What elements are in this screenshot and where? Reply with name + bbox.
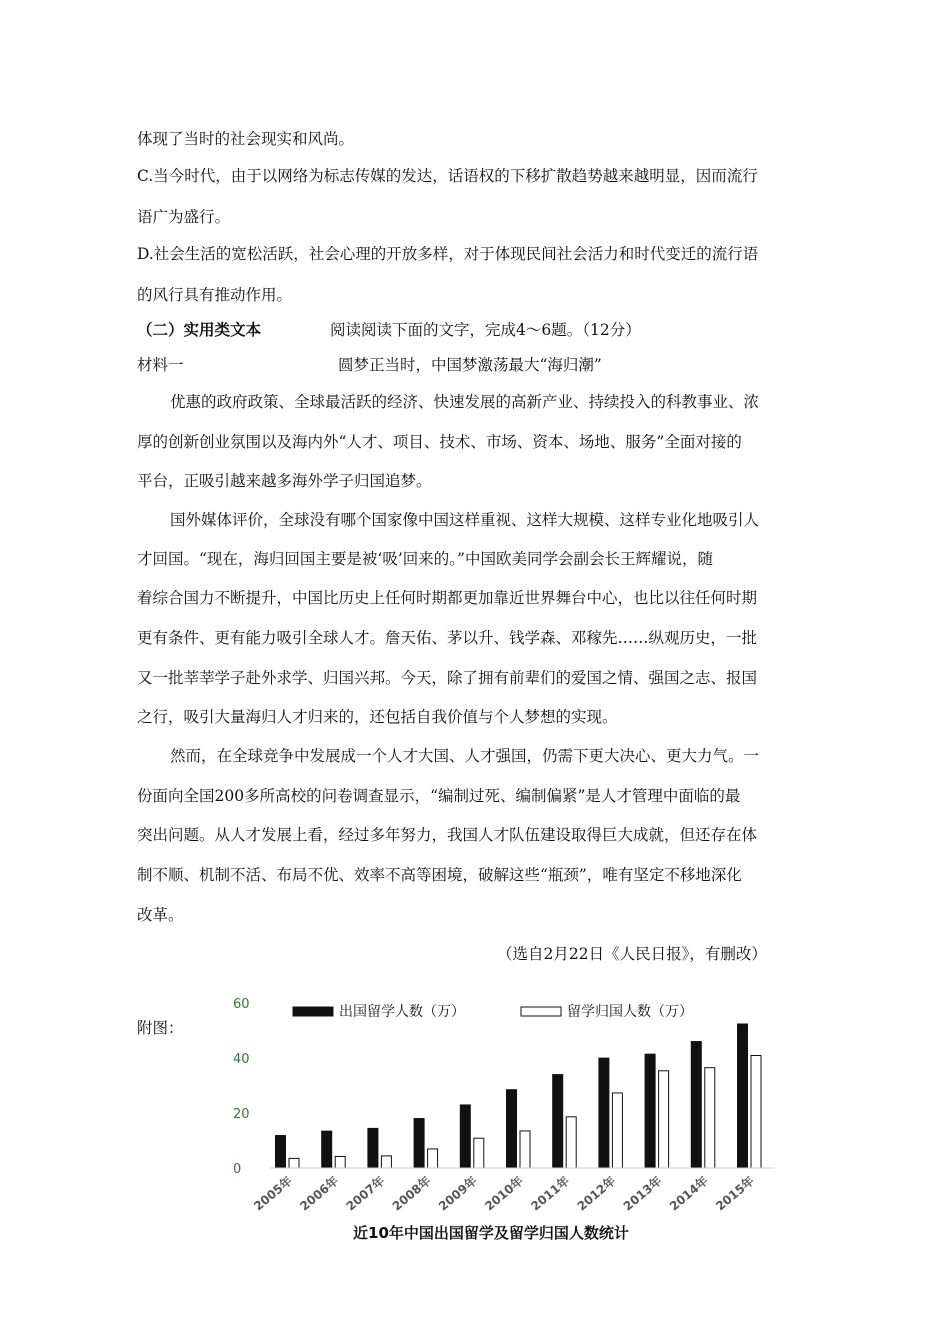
body-line: 平台，正吸引越来越多海外学子归国追梦。 <box>137 472 432 490</box>
bar-outbound <box>691 1042 701 1168</box>
legend-label-outbound: 出国留学人数（万） <box>339 1004 465 1020</box>
body-line: 制不顺、机制不活、布局不优、效率不高等困境，破解这些“瓶颈”，唯有坚定不移地深化 <box>137 866 742 884</box>
text-line: 语广为盛行。 <box>137 208 231 226</box>
body-line: 然而，在全球竞争中发展成一个人才大国、人才强国，仍需下更大决心、更大力气。一 <box>170 747 760 765</box>
text-line: 体现了当时的社会现实和风尚。 <box>137 130 355 148</box>
x-tick-label: 2013年 <box>620 1173 665 1214</box>
section-instruction: 阅读阅读下面的文字，完成4～6题。（12分） <box>330 321 641 339</box>
bar-return <box>705 1068 715 1168</box>
x-tick-label: 2005年 <box>251 1173 295 1214</box>
y-tick-label: 0 <box>233 1162 242 1177</box>
body-line: 份面向全国200多所高校的问卷调查显示，“编制过死、编制偏紧”是人才管理中面临的最 <box>137 787 741 805</box>
option-c-line: C.当今时代，由于以网络为标志传媒的发达，话语权的下移扩散趋势越来越明显，因而流行 <box>137 167 758 185</box>
bar-outbound <box>553 1075 563 1168</box>
legend-swatch-outbound <box>293 1007 333 1016</box>
body-line: 突出问题。从人才发展上看，经过多年努力，我国人才队伍建设取得巨大成就，但还存在体 <box>137 826 758 844</box>
bar-return <box>335 1156 345 1168</box>
bar-outbound <box>599 1058 609 1168</box>
bar-outbound <box>460 1105 470 1168</box>
bar-outbound <box>645 1054 655 1168</box>
bar-outbound <box>322 1131 332 1168</box>
body-line: 之行，吸引大量海归人才归来的，还包括自我价值与个人梦想的实现。 <box>137 708 618 726</box>
x-tick-label: 2007年 <box>343 1173 388 1214</box>
bar-return <box>751 1055 761 1168</box>
bar-return <box>659 1071 669 1168</box>
material-label: 材料一 <box>137 356 184 374</box>
bar-outbound <box>368 1128 378 1168</box>
bar-outbound <box>276 1136 286 1168</box>
bar-return <box>566 1117 576 1168</box>
x-tick-label: 2011年 <box>528 1173 573 1214</box>
option-d-line: D.社会生活的宽松活跃，社会心理的开放多样，对于体现民间社会活力和时代变迁的流行语 <box>137 245 759 263</box>
bar-return <box>520 1131 530 1168</box>
bar-return <box>289 1158 299 1168</box>
bar-return <box>428 1149 438 1168</box>
body-line: 又一批莘莘学子赴外求学、归国兴邦。今天，除了拥有前辈们的爱国之情、强国之志、报国 <box>137 669 758 687</box>
body-line: 着综合国力不断提升，中国比历史上任何时期都更加靠近世界舞台中心，也比以往任何时期 <box>137 589 758 607</box>
x-tick-label: 2012年 <box>574 1173 619 1214</box>
y-tick-label: 40 <box>233 1052 250 1067</box>
x-tick-label: 2010年 <box>482 1173 526 1214</box>
x-tick-label: 2009年 <box>435 1173 480 1214</box>
bar-return <box>381 1156 391 1168</box>
body-line: 改革。 <box>137 906 184 924</box>
legend-label-return: 留学归国人数（万） <box>567 1004 693 1020</box>
body-line: 才回国。“现在，海归回国主要是被‘吸’回来的。”中国欧美同学会副会长王辉耀说，随 <box>137 550 713 568</box>
bar-return <box>612 1093 622 1168</box>
body-line: 国外媒体评价，全球没有哪个国家像中国这样重视、这样大规模、这样专业化地吸引人 <box>170 511 760 529</box>
bar-chart <box>215 990 775 1250</box>
body-line: 优惠的政府政策、全球最活跃的经济、快速发展的高新产业、持续投入的科教事业、浓 <box>170 393 760 411</box>
x-tick-label: 2008年 <box>389 1173 434 1214</box>
bar-outbound <box>414 1119 424 1168</box>
text-line: 的风行具有推动作用。 <box>137 286 293 304</box>
body-line: 更有条件、更有能力吸引全球人才。詹天佑、茅以升、钱学森、邓稼先……纵观历史，一批 <box>137 629 758 647</box>
x-tick-label: 2015年 <box>713 1173 757 1214</box>
section-heading: （二）实用类文本 <box>137 320 262 339</box>
y-tick-label: 20 <box>233 1107 250 1122</box>
source-citation: （选自2月22日《人民日报》，有删改） <box>497 945 767 963</box>
material-title: 圆梦正当时，中国梦激荡最大“海归潮” <box>338 356 602 374</box>
legend-swatch-return <box>521 1007 561 1016</box>
bar-outbound <box>507 1090 517 1168</box>
body-line: 厚的创新创业氛围以及海内外“人才、项目、技术、市场、资本、场地、服务”全面对接的 <box>137 433 742 451</box>
bar-return <box>474 1138 484 1168</box>
x-tick-label: 2006年 <box>297 1173 342 1214</box>
figure-label: 附图： <box>137 1019 184 1037</box>
y-tick-label: 60 <box>233 997 250 1012</box>
chart-title: 近10年中国出国留学及留学归国人数统计 <box>353 1224 629 1242</box>
x-tick-label: 2014年 <box>666 1173 711 1214</box>
bar-outbound <box>738 1024 748 1168</box>
